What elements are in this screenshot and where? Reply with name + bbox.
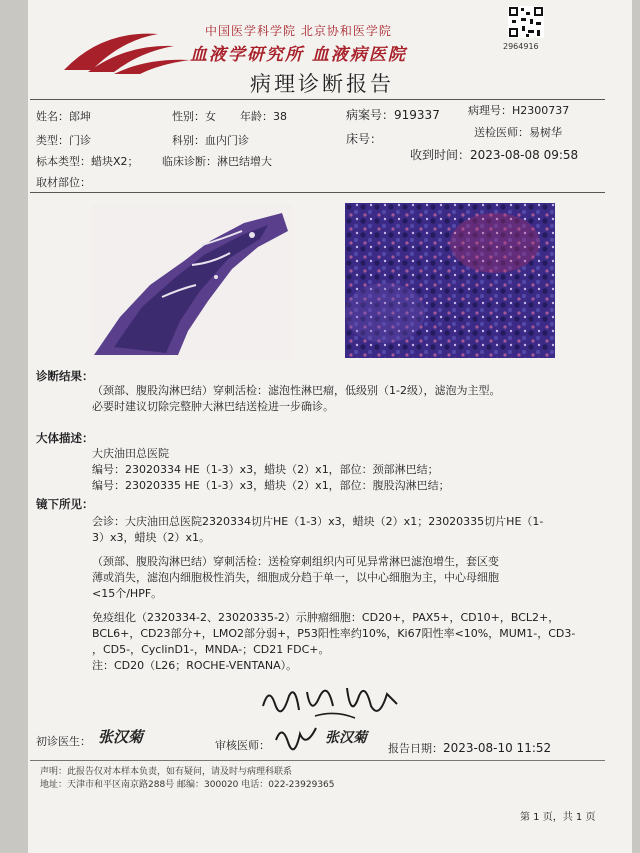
ihc-note: 注：CD20（L26；ROCHE-VENTANA）。 [92,659,298,672]
name-field: 姓名：郎坤 [36,110,91,123]
pathology-number-field: 病理号：H2300737 [468,104,570,117]
reviewer-signature: 张汉菊 [325,730,367,746]
handwritten-signature [272,718,322,752]
divider [30,760,605,761]
visit-type-field: 类型：门诊 [36,134,91,147]
gender-field: 性别：女 [172,110,216,123]
divider [30,99,605,100]
case-number-field: 病案号：919337 [346,108,440,122]
gross-line-2: 编号：23020334 HE（1-3）x3，蜡块（2）x1，部位：颈部淋巴结； [92,463,439,476]
ihc-line-1: 免疫组化（2320334-2、23020335-2）示肿瘤细胞：CD20+，PAX5+，CD10+，BCL2+， [92,611,560,624]
initial-doctor-signature: 张汉菊 [98,728,144,746]
gross-line-3: 编号：23020335 HE（1-3）x3，蜡块（2）x1，部位：腹股沟淋巴结； [92,479,450,492]
microscopy-line-2: 薄或消失，滤泡内细胞极性消失，细胞成分趋于单一，以中心细胞为主，中心母细胞 [92,571,499,584]
diagnosis-line-2: 必要时建议切除完整肿大淋巴结送检进一步确诊。 [92,400,334,413]
ihc-line-3: ，CD5-，CyclinD1-，MNDA-；CD21 FDC+。 [92,643,330,656]
consult-line-1: 会诊：大庆油田总医院2320334切片HE（1-3）x3，蜡块（2）x1；23020335切片HE（1- [92,515,544,528]
doctor-field: 送检医师：易树华 [474,126,562,139]
age-field: 年龄：38 [240,110,287,123]
received-time-field: 收到时间：2023-08-08 09:58 [410,148,579,162]
diagnosis-line-1: （颈部、腹股沟淋巴结）穿刺活检：滤泡性淋巴瘤，低级别（1-2级），滤泡为主型。 [92,384,501,397]
address: 地址：天津市和平区南京路288号 邮编：300020 电话：022-23929365 [40,780,335,790]
clinical-diagnosis-field: 临床诊断：淋巴结增大 [162,155,272,168]
page-number: 第 1 页，共 1 页 [520,812,596,823]
sampling-site-field: 取材部位： [36,176,91,189]
microscopy-line-1: （颈部、腹股沟淋巴结）穿刺活检：送检穿刺组织内可见异常淋巴滤泡增生，套区变 [92,555,499,568]
page-title: 病理诊断报告 [250,72,394,96]
specimen-photo-low-power [92,205,292,360]
reviewer-label: 审核医师： [215,739,270,752]
divider [30,192,605,193]
disclaimer: 声明：此报告仅对本样本负责，如有疑问，请及时与病理科联系 [40,767,293,777]
institution-line-1: 中国医学科学院 北京协和医学院 [205,24,392,38]
institution-logo [62,26,192,78]
initial-doctor-label: 初诊医生： [36,735,91,748]
gross-line-1: 大庆油田总医院 [92,447,169,460]
department-field: 科别：血内门诊 [172,134,249,147]
report-date-field: 报告日期：2023-08-10 11:52 [388,741,552,755]
bed-field: 床号： [346,132,383,146]
specimen-field: 标本类型：蜡块X2； [36,155,139,168]
microscopy-line-3: <15个/HPF。 [92,587,163,600]
institution-line-2: 血液学研究所 血液病医院 [190,45,407,65]
diagnosis-heading: 诊断结果： [36,369,94,383]
gross-heading: 大体描述： [36,431,94,445]
document-number: 2964916 [503,42,539,51]
ihc-line-2: BCL6+，CD23部分+，LMO2部分弱+，P53阳性率约10%，Ki67阳性率<10%，MUM1-，CD3- [92,627,576,640]
microscopy-heading: 镜下所见： [36,497,94,511]
specimen-photo-high-power [345,203,555,358]
qr-code-icon [508,6,544,38]
consult-line-2: 3）x3，蜡块（2）x1。 [92,531,211,544]
